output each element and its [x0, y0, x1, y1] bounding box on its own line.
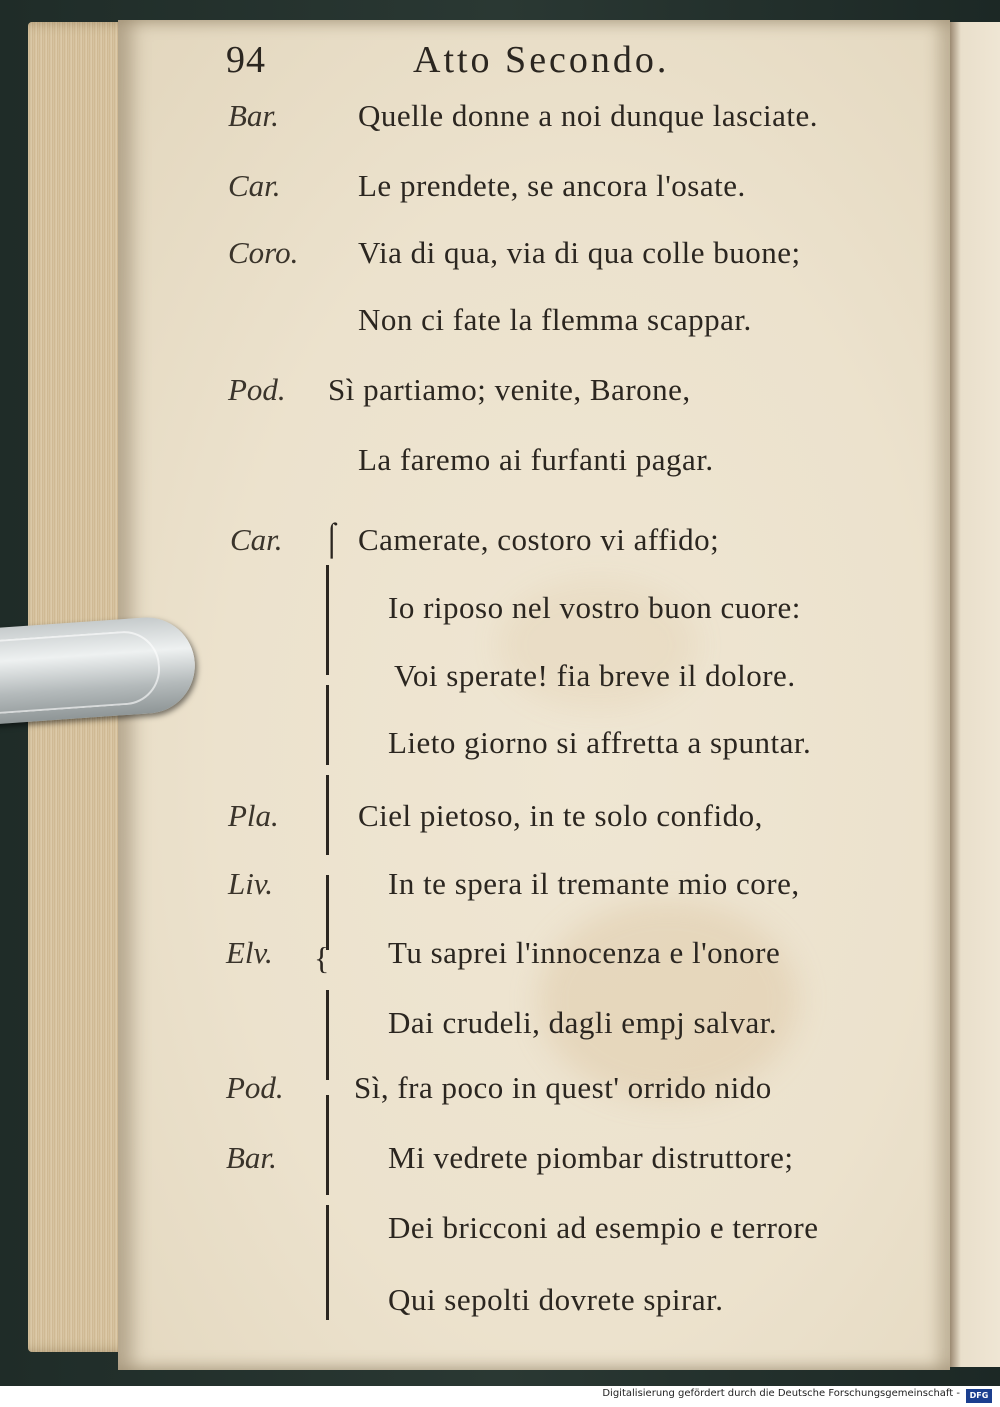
brace-line	[326, 775, 329, 855]
verse-line: Camerate, costoro vi affido;	[358, 522, 720, 557]
speaker-label: Coro.	[228, 235, 299, 270]
verse-line: Lieto giorno si affretta a spuntar.	[388, 725, 812, 760]
brace-line	[326, 1205, 329, 1320]
verse-line: La faremo ai furfanti pagar.	[358, 442, 714, 477]
verse-line: Via di qua, via di qua colle buone;	[358, 235, 801, 270]
speaker-label: Elv.	[226, 935, 273, 970]
verse-line: Io riposo nel vostro buon cuore:	[388, 590, 801, 625]
running-head: Atto Secondo.	[413, 39, 670, 81]
speaker-label: Pla.	[228, 798, 279, 833]
verse-line: Mi vedrete piombar distruttore;	[388, 1140, 794, 1175]
speaker-label: Pod.	[228, 372, 286, 407]
brace-line	[326, 875, 329, 950]
speaker-label: Liv.	[228, 866, 274, 901]
brace-line	[326, 990, 329, 1080]
verse-line: Sì partiamo; venite, Barone,	[328, 372, 691, 407]
verse-line: Ciel pietoso, in te solo confido,	[358, 798, 763, 833]
verse-line: Quelle donne a noi dunque lasciate.	[358, 98, 818, 133]
brace-top: ⌠	[322, 520, 342, 556]
brace-middle: {	[314, 940, 330, 976]
verse-line: Le prendete, se ancora l'osate.	[358, 168, 746, 203]
brace-line	[326, 1095, 329, 1195]
book-page	[118, 20, 950, 1370]
verse-line: Dei bricconi ad esempio e terrore	[388, 1210, 819, 1245]
speaker-label: Bar.	[226, 1140, 277, 1175]
brace-line	[326, 685, 329, 765]
verse-line: Non ci fate la flemma scappar.	[358, 302, 752, 337]
facing-page-edge	[948, 22, 1000, 1367]
speaker-label: Car.	[228, 168, 281, 203]
dfg-logo: DFG	[966, 1389, 992, 1403]
footer-bar	[0, 1386, 1000, 1407]
verse-line: Sì, fra poco in quest' orrido nido	[354, 1070, 772, 1105]
footer-credit: Digitalisierung gefördert durch die Deutsche Forschungsgemeinschaft -	[602, 1388, 960, 1399]
brace-line	[326, 565, 329, 675]
verse-line: Tu saprei l'innocenza e l'onore	[388, 935, 781, 970]
verse-line: Voi sperate! fia breve il dolore.	[394, 658, 796, 693]
speaker-label: Bar.	[228, 98, 279, 133]
verse-line: In te spera il tremante mio core,	[388, 866, 800, 901]
verse-line: Qui sepolti dovrete spirar.	[388, 1282, 724, 1317]
page-number: 94	[226, 39, 266, 81]
verse-line: Dai crudeli, dagli empj salvar.	[388, 1005, 778, 1040]
speaker-label: Pod.	[226, 1070, 284, 1105]
speaker-label: Car.	[230, 522, 283, 557]
